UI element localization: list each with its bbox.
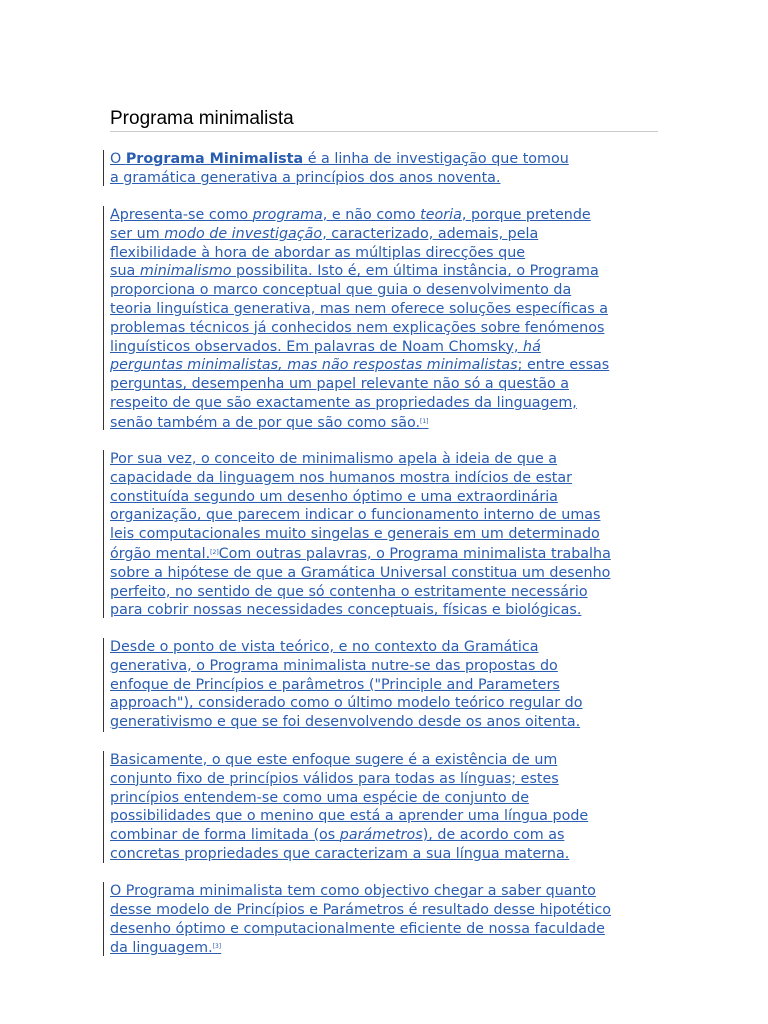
paragraph-theory[interactable]: [110, 638, 666, 732]
text-line: perfeito, no sentido de que só contenha o estritamente necessário: [110, 583, 588, 600]
italic-term: parámetros: [339, 827, 423, 844]
text-line: para cobrir nossas necessidades conceptuais, físicas e biológicas.: [110, 602, 582, 619]
text-run: combinar de forma limitada (os: [110, 827, 340, 844]
text-line: enfoque de Princípios e parâmetros ("Principle and Parameters: [110, 676, 560, 693]
text-line: perguntas, desempenha um papel relevante não só a questão a: [110, 376, 570, 393]
bold-term: Programa Minimalista: [125, 151, 304, 167]
text-line: proporciona o marco conceptual que guia o desenvolvimento da: [110, 282, 572, 299]
paragraph-marker: [103, 882, 104, 956]
italic-term: teoria: [420, 207, 462, 223]
text-run: , e não como: [322, 207, 421, 223]
text-line: leis computacionales muito singelas e generais em um determinado: [110, 526, 600, 543]
text-line: respeito de que são exactamente as propriedades da linguagem,: [110, 394, 577, 411]
paragraph-minimalism-concept[interactable]: [110, 450, 666, 620]
text-line: desse modelo de Princípios e Parámetros é resultado desse hipotético: [110, 901, 612, 918]
paragraph-marker: [103, 751, 104, 863]
text-line: organização, que parecem indicar o funcionamento interno de umas: [110, 507, 601, 524]
text-run: , caracterizado, ademais, pela: [322, 225, 539, 242]
text-run: ser um: [110, 225, 165, 242]
section-heading: Programa minimalista: [110, 108, 294, 129]
footnote-ref-2[interactable]: [2]: [210, 548, 219, 556]
footnote-ref-3[interactable]: [3]: [212, 943, 222, 951]
text-run: Apresenta-se como: [110, 207, 253, 223]
text-line: capacidade da linguagem nos humanos mostra indícios de estar: [110, 469, 573, 486]
text-run: senão também a de por que são como são.: [110, 414, 421, 431]
text-line: sobre a hipótese de que a Gramática Universal constitua um desenho: [110, 564, 611, 581]
text-line: Desde o ponto de vista teórico, e no contexto da Gramática: [110, 639, 539, 655]
text-line: constituída segundo um desenho óptimo e uma extraordinária: [110, 488, 558, 505]
text-run: sua: [110, 263, 140, 280]
heading-rule: [110, 131, 658, 132]
text-line: concretas propriedades que caracterizam a sua língua materna.: [110, 845, 570, 862]
paragraph-intro[interactable]: [110, 150, 666, 188]
text-line: O Programa minimalista tem como objectivo chegar a saber quanto: [110, 883, 596, 899]
paragraph-principles[interactable]: [110, 751, 666, 864]
text-run: Com outras palavras, o Programa minimalista trabalha: [218, 545, 611, 562]
text-line: desenho óptimo e computacionalmente eficiente de nossa faculdade: [110, 920, 605, 937]
text-run: órgão mental.: [110, 545, 211, 562]
text-line: possibilidades que o menino que está a aprender uma língua pode: [110, 808, 589, 825]
paragraph-marker: [103, 638, 104, 732]
text-run: é a linha de investigação que tomou: [303, 151, 569, 167]
text-run: linguísticos observados. Em palavras de Noam Chomsky,: [110, 338, 524, 355]
paragraph-program[interactable]: [110, 206, 666, 433]
text-line: flexibilidade à hora de abordar as múltiplas direcções que: [110, 244, 526, 261]
text-run: da linguagem.: [110, 940, 213, 957]
text-line: generativismo e que se foi desenvolvendo desde os anos oitenta.: [110, 714, 581, 731]
italic-term: modo de investigação: [164, 225, 323, 242]
text-line: problemas técnicos já conhecidos nem explicações sobre fenómenos: [110, 319, 605, 336]
text-line: Basicamente, o que este enfoque sugere é a existência de um: [110, 752, 558, 768]
text-line: princípios entendem-se como uma espécie de conjunto de: [110, 789, 530, 806]
text-line: conjunto fixo de princípios válidos para todas as línguas; estes: [110, 770, 559, 787]
italic-term: programa: [252, 207, 323, 223]
text-line: teoria linguística generativa, mas nem oferece soluções específicas a: [110, 300, 608, 317]
paragraph-marker: [103, 450, 104, 618]
text-line: generativa, o Programa minimalista nutre-se das propostas do: [110, 657, 558, 674]
italic-quote: perguntas minimalistas, mas não respostas minimalistas: [110, 357, 518, 374]
footnote-ref-1[interactable]: [1]: [420, 417, 429, 425]
paragraph-objective[interactable]: [110, 882, 666, 958]
text-run: ; entre essas: [517, 357, 610, 374]
text-run: possibilita. Isto é, em última instância, o Programa: [231, 263, 599, 280]
text-line: a gramática generativa a princípios dos anos noventa.: [110, 169, 501, 186]
text-line: Por sua vez, o conceito de minimalismo apela à ideia de que a: [110, 451, 558, 467]
paragraph-marker: [103, 206, 104, 430]
text-run: ), de acordo com as: [422, 827, 565, 844]
text-run: O: [110, 151, 126, 167]
text-run: , porque pretende: [461, 207, 591, 223]
text-line: approach"), considerado como o último modelo teórico regular do: [110, 695, 583, 712]
italic-quote: há: [523, 338, 541, 355]
italic-term: minimalismo: [139, 263, 232, 280]
paragraph-marker: [103, 150, 104, 186]
